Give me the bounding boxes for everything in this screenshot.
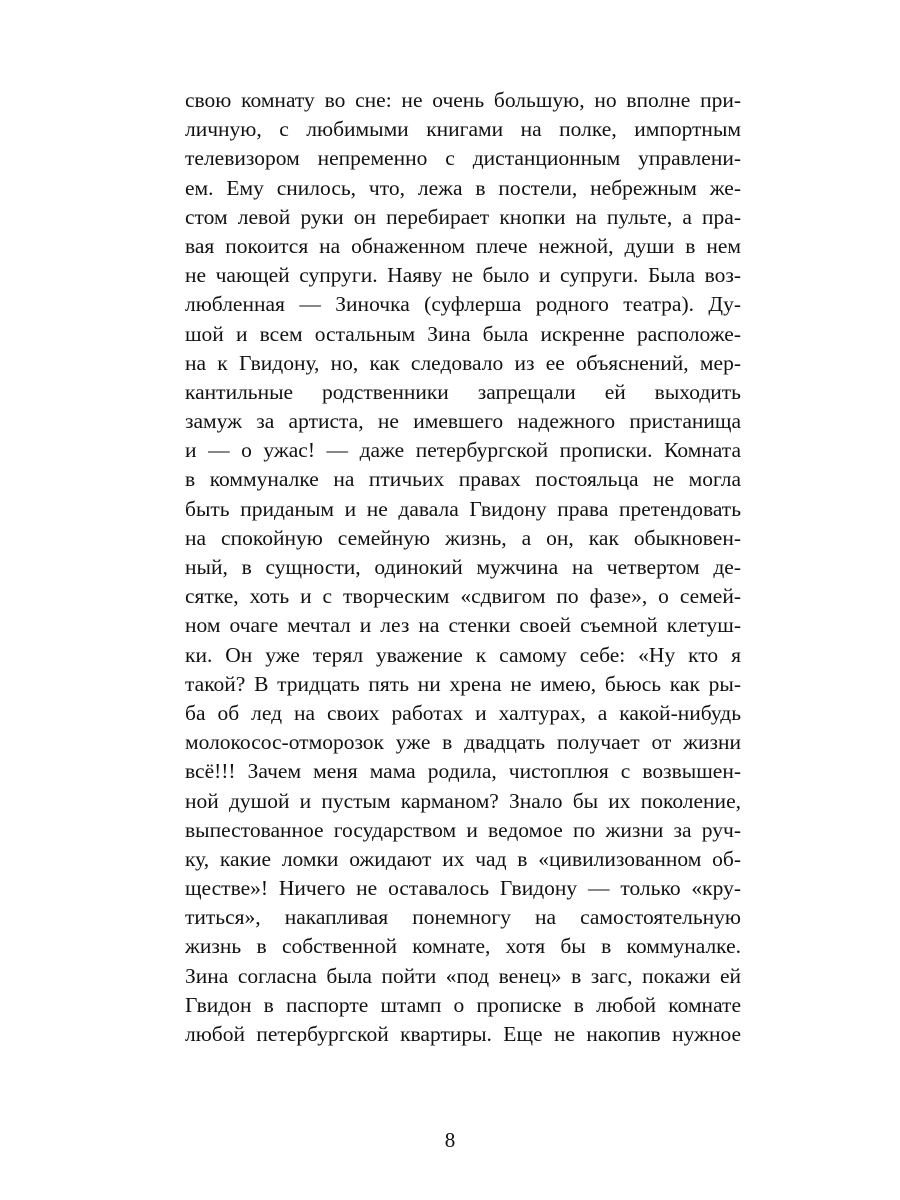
page-number: 8 xyxy=(444,1128,456,1152)
text-line: стом левой руки он перебирает кнопки на пульте, а пра- xyxy=(185,204,741,229)
text-line: ный, в сущности, одинокий мужчина на четвертом де- xyxy=(185,555,741,579)
text-line: в коммуналке на птичьих правах постояльца не могла xyxy=(185,467,741,492)
text-line: ществе»! Ничего не оставалось Гвидону — только «кру- xyxy=(185,876,741,901)
text-line: сятке, хоть и с творческим «сдвигом по фазе», о семей- xyxy=(185,584,741,609)
text-line: ба об лед на своих работах и халтурах, а какой-нибудь xyxy=(185,700,741,725)
text-line: такой? В тридцать пять ни хрена не имею, бьюсь как ры- xyxy=(185,671,741,696)
text-line: не чающей супруги. Наяву не было и супруги. Была воз- xyxy=(185,263,741,288)
text-line: ку, какие ломки ожидают их чад в «цивилизованном об- xyxy=(185,846,741,871)
text-line: телевизором непременно с дистанционным управлени- xyxy=(185,146,741,171)
text-line: ном очаге мечтал и лез на стенки своей съемной клетуш- xyxy=(185,613,741,638)
text-line: и — о ужас! — даже петербургской прописки. Комната xyxy=(185,438,741,463)
text-line: на к Гвидону, но, как следовало из ее объяснений, мер- xyxy=(185,350,741,375)
text-line: любленная — Зиночка (суфлерша родного театра). Ду- xyxy=(185,292,741,317)
text-line: вая покоится на обнаженном плече нежной, души в нем xyxy=(185,233,741,258)
text-line: замуж за артиста, не имевшего надежного пристанища xyxy=(185,409,741,434)
text-line: свою комнату во сне: не очень большую, но вполне при- xyxy=(185,88,741,112)
text-line: быть приданым и не давала Гвидону права претендовать xyxy=(185,496,741,521)
text-line: кантильные родственники запрещали ей выходить xyxy=(185,379,741,404)
text-line: молокосос-отморозок уже в двадцать получает от жизни xyxy=(185,730,741,755)
text-line: Гвидон в паспорте штамп о прописке в любой комнате xyxy=(185,992,741,1017)
text-line: всё!!! Зачем меня мама родила, чистоплюя с возвышен- xyxy=(185,759,741,784)
text-line: шой и всем остальным Зина была искренне расположе- xyxy=(185,321,741,346)
text-line: личную, с любимыми книгами на полке, импортным xyxy=(185,117,741,142)
text-line: титься», накапливая понемногу на самостоятельную xyxy=(185,905,741,930)
body-text xyxy=(185,86,741,1049)
text-line: ной душой и пустым карманом? Знало бы их поколение, xyxy=(185,788,741,813)
text-line: на спокойную семейную жизнь, а он, как обыкновен- xyxy=(185,525,741,550)
text-line: Зина согласна была пойти «под венец» в загс, покажи ей xyxy=(185,963,741,988)
text-line: выпестованное государством и ведомое по жизни за руч- xyxy=(185,817,741,842)
text-line: жизнь в собственной комнате, хотя бы в коммуналке. xyxy=(185,934,741,959)
text-line: ем. Ему снилось, что, лежа в постели, небрежным же- xyxy=(185,175,741,200)
text-line: ки. Он уже терял уважение к самому себе: «Ну кто я xyxy=(185,642,741,667)
text-line: любой петербургской квартиры. Еще не накопив нужное xyxy=(185,1022,741,1046)
